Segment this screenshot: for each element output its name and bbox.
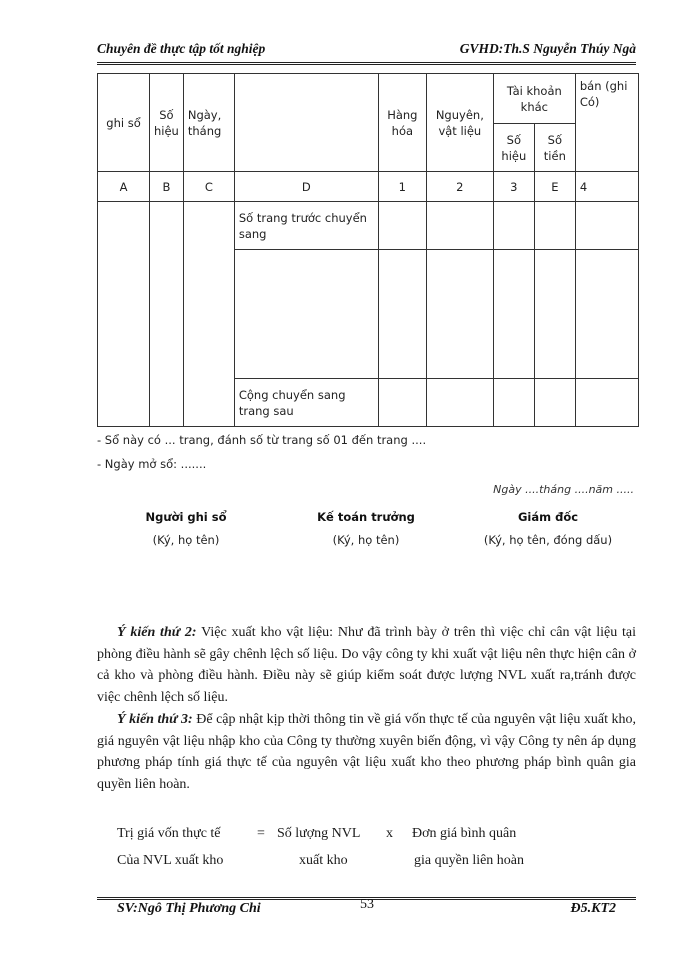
col-hang-hoa: Hàng hóa [378,74,426,172]
ledger-table [97,73,639,427]
page-number: 53 [360,897,374,912]
opinion-lead: Ý kiến thứ 2: [117,625,197,640]
header-rule [97,62,636,65]
signature-title: Người ghi sổ [145,510,227,524]
col-ghi-so: ghi sổ [98,74,150,172]
code-cell: 1 [378,172,426,202]
col-so-hieu: Số hiệu [150,74,184,172]
signature-title: Giám đốc [517,510,579,524]
formula-term: gia quyền liên hoàn [414,853,525,868]
col-dien-giai [234,74,378,172]
signature-chief-accountant [276,510,456,547]
footer-student: SV:Ngô Thị Phương Chi [117,901,261,916]
signature-note: (Ký, họ tên) [332,533,400,547]
signature-note: (Ký, họ tên, đóng dấu) [483,533,613,547]
signature-director [458,510,638,547]
note-pages: - Sổ này có ... trang, đánh số từ trang số 01 đến trang .... [97,433,427,447]
signature-note: (Ký, họ tên) [152,533,220,547]
opinion-text: Việc xuất kho vật liệu: Như đã trình bày ở trên thì việc chỉ cân vật liệu tại phòng điều hành sẽ gây chênh lệch số liệu. Do vậy công ty khi xuất vật liệu nên thực hiện cân ở cả kho và phòng điều hành. Điều này sẽ giúp kiểm soát được lượng NVL xuất ra,tránh được việc chênh lệch số liệu. [97,625,636,705]
note-open-date: - Ngày mở sổ: ....... [97,457,207,471]
opinion-2 [97,622,636,708]
formula-equals: = [257,826,265,841]
col-ban-ghi-co: bán (ghi Có) [575,74,638,172]
code-row [98,172,639,202]
code-cell: 2 [426,172,493,202]
opinion-text: Để cập nhật kịp thời thông tin về giá vốn thực tế của nguyên vật liệu xuất kho, giá nguyên vật liệu nhập kho của Công ty thường xuyên biến động, vì vậy Công ty nên áp dụng phương pháp tính giá thực tế của nguyên vật liệu xuất kho theo phương pháp bình quân gia quyền liên hoàn. [97,712,636,792]
footer-class: Đ5.KT2 [570,901,616,916]
header-supervisor: GVHD:Th.S Nguyễn Thúy Ngà [459,41,636,56]
opinion-3 [97,709,636,795]
col-ngay-thang: Ngày, tháng [183,74,234,172]
brought-forward-label: Số trang trước chuyển sang [234,202,378,250]
signature-date: Ngày ....tháng ....năm ..... [493,483,634,496]
col-tk-so-hieu: Số hiệu [493,124,534,172]
code-cell: B [150,172,184,202]
col-nguyen-vat-lieu: Nguyên, vật liệu [426,74,493,172]
code-cell: 4 [575,172,638,202]
header-title: Chuyên đề thực tập tốt nghiệp [97,41,266,56]
code-cell: C [183,172,234,202]
formula-term: Trị giá vốn thực tế [117,826,221,841]
page-header [97,41,636,63]
page-footer [97,897,636,923]
formula-term: Số lượng NVL [277,826,361,841]
signature-recorder [96,510,276,547]
col-tk-so-tien: Số tiền [534,124,575,172]
formula-term: xuất kho [299,853,348,868]
code-cell: D [234,172,378,202]
code-cell: E [534,172,575,202]
carried-forward-label: Cộng chuyển sang trang sau [234,379,378,427]
opinion-lead: Ý kiến thứ 3: [117,712,193,727]
formula-term: Đơn giá bình quân [412,826,517,841]
formula-term: Của NVL xuất kho [117,853,224,868]
signature-title: Kế toán trưởng [317,510,415,524]
table-row [98,202,639,250]
code-cell: 3 [493,172,534,202]
code-cell: A [98,172,150,202]
col-tai-khoan-khac: Tài khoản khác [493,74,575,124]
formula-times: x [386,826,393,841]
